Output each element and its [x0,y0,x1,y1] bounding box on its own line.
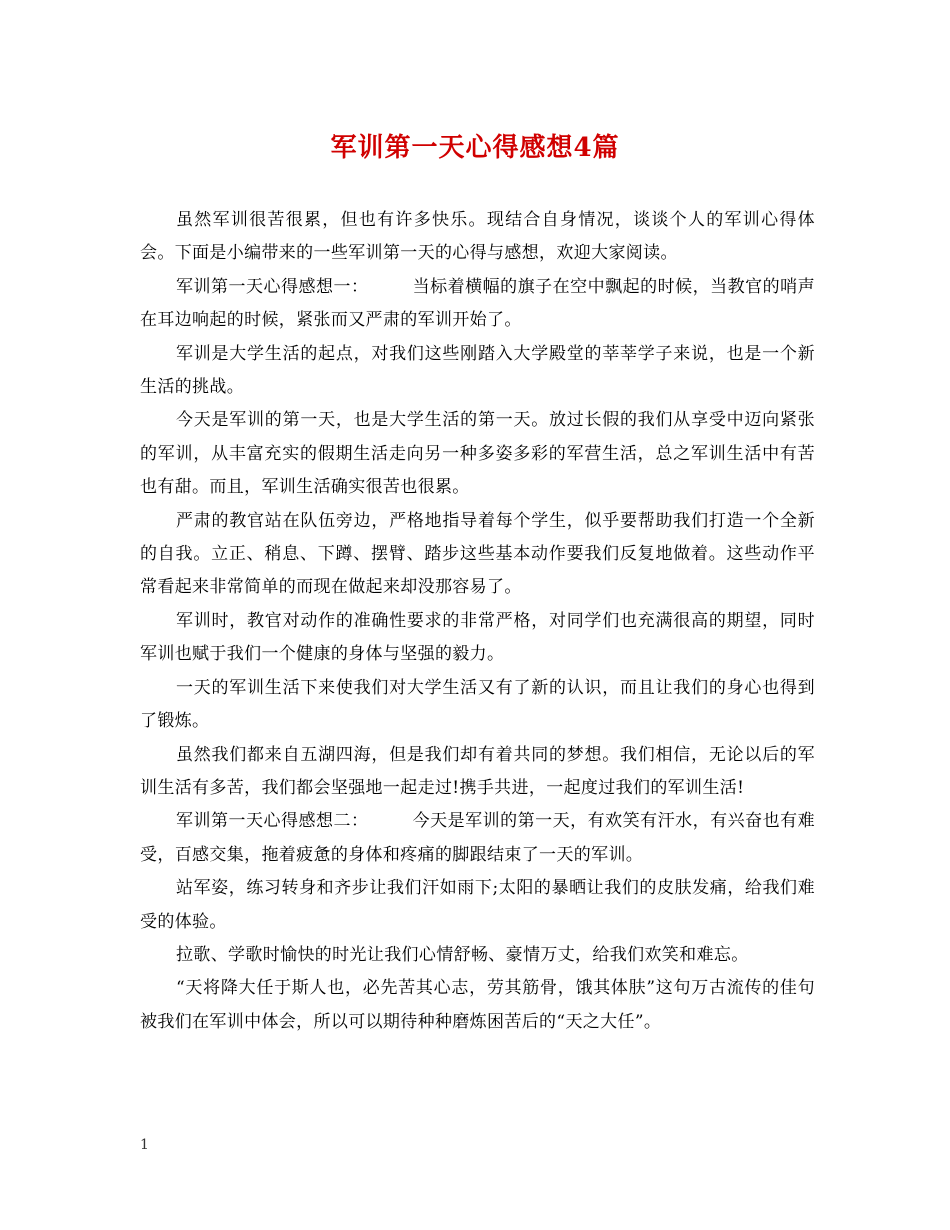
paragraph: 一天的军训生活下来使我们对大学生活又有了新的认识，而且让我们的身心也得到了锻炼。 [140,677,815,732]
paragraph: “天将降大任于斯人也，必先苦其心志，劳其筋骨，饿其体肤”这句万古流传的佳句被我们在军训中体会，所以可以期待种种磨炼困苦后的“天之大任”。 [140,978,815,1032]
paragraph: 严肃的教官站在队伍旁边，严格地指导着每个学生，似乎要帮助我们打造一个全新的自我。立正、稍息、下蹲、摆臂、踏步这些基本动作要我们反复地做着。这些动作平常看起来非常简单的而现在做起来却没那容易了。 [140,510,815,598]
paragraph: 虽然我们都来自五湖四海，但是我们却有着共同的梦想。我们相信，无论以后的军训生活有多苦，我们都会坚强地一起走过!携手共进，一起度过我们的军训生活! [140,744,815,798]
paragraph-essay-one-start: 军训第一天心得感想一： 当标着横幅的旗子在空中飘起的时候，当教官的哨声在耳边响起的时候，紧张而又严肃的军训开始了。 [140,276,815,331]
paragraph: 军训是大学生活的起点，对我们这些刚踏入大学殿堂的莘莘学子来说，也是一个新生活的挑战。 [140,343,815,398]
paragraph-essay-two-start: 军训第一天心得感想二： 今天是军训的第一天，有欢笑有汗水，有兴奋也有难受，百感交集，拖着疲惫的身体和疼痛的脚跟结束了一天的军训。 [140,811,815,865]
paragraph: 军训时，教官对动作的准确性要求的非常严格，对同学们也充满很高的期望，同时军训也赋于我们一个健康的身体与坚强的毅力。 [140,610,815,665]
paragraph: 站军姿，练习转身和齐步让我们汗如雨下;太阳的暴晒让我们的皮肤发痛，给我们难受的体验。 [140,878,815,932]
document-body [140,204,815,1039]
document-title: 军训第一天心得感想4篇 [330,133,620,163]
paragraph: 今天是军训的第一天，也是大学生活的第一天。放过长假的我们从享受中迈向紧张的军训，从丰富充实的假期生活走向另一种多姿多彩的军营生活，总之军训生活中有苦也有甜。而且，军训生活确实很苦也很累。 [140,410,815,498]
page-number: 1 [140,1137,149,1153]
essay-heading-one: 军训第一天心得感想一： [176,276,369,297]
paragraph: 拉歌、学歌时愉快的时光让我们心情舒畅、豪情万丈，给我们欢笑和难忘。 [176,944,749,965]
paragraph-intro: 虽然军训很苦很累，但也有许多快乐。现结合自身情况，谈谈个人的军训心得体会。下面是小编带来的一些军训第一天的心得与感想，欢迎大家阅读。 [140,210,815,264]
essay-heading-two: 军训第一天心得感想二： [176,811,369,832]
